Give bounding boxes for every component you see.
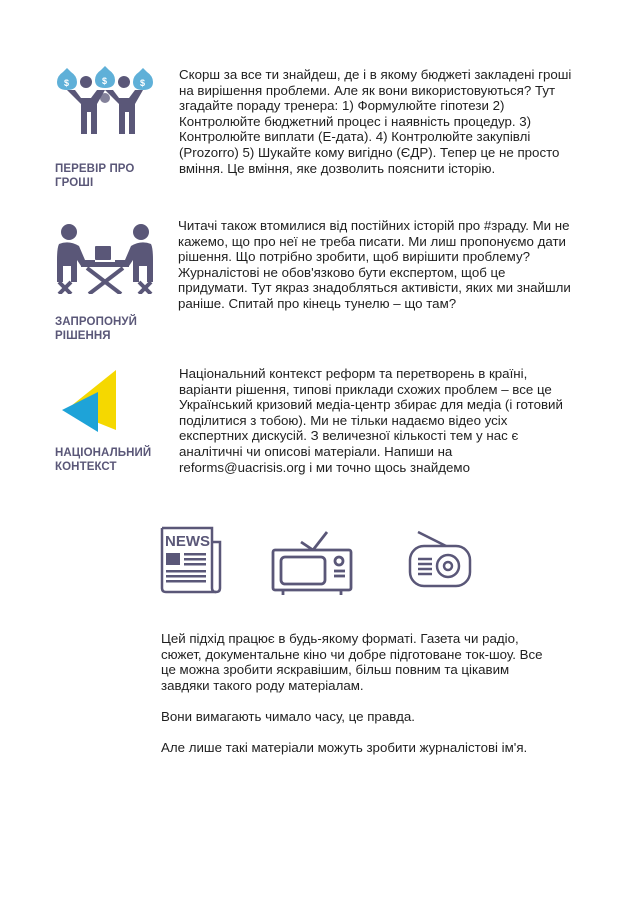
svg-text:$: $	[102, 76, 108, 86]
svg-text:$: $	[64, 78, 70, 88]
national-context-triangles-icon	[60, 370, 120, 439]
section-text: Читачі також втомилися від постійних історій про #зраду. Ми не кажемо, що про неї не треба писати. Ми лиш пропонуємо дати рішення. Що потрібно зробити, щоб вирішити проблему? Журналістові не обов'язково бути експертом, щоб це придумати. Тут якраз знадобляться активісти, яких ми знайшли раніше. Спитай про кінець тунелю – що там?	[178, 218, 571, 311]
closing-paragraph-2: Вони вимагають чимало часу, це правда.	[161, 709, 415, 724]
svg-text:$: $	[140, 78, 146, 88]
radio-icon	[408, 530, 472, 595]
closing-paragraph-1: Цей підхід працює в будь-якому форматі. Газета чи радіо, сюжет, документальне кіно чи добре підготоване ток-шоу. Все це можна зробити яскравішим, більш повним та цікавим завдяки такого роду матеріалам.	[161, 631, 543, 693]
money-people-icon	[55, 66, 159, 143]
closing-paragraph-3: Але лише такі матеріали можуть зробити журналістові ім'я.	[161, 740, 528, 755]
meeting-table-icon	[55, 222, 155, 299]
newspaper-icon	[160, 526, 224, 599]
svg-text:NEWS: NEWS	[165, 533, 210, 550]
tv-icon	[271, 528, 353, 601]
section-caption: НАЦІОНАЛЬНИЙ КОНТЕКСТ	[55, 447, 152, 473]
section-text: Скорш за все ти знайдеш, де і в якому бюджеті закладені гроші на вирішення проблеми. Але як вони використовуються? Тут згадайте пораду тренера: 1) Формулюйте гіпотези 2) Контролюйте бюджетний процес і наявність процедур. 3) Контролюйте виплати (Е-дата). 4) Контролюйте закупівлі (Prozorro) 5) Шукайте кому вигідно (ЄДР). Тепер це не просто вміння. Це вміння, яке дозволить пояснити історію.	[179, 67, 572, 176]
section-caption: ЗАПРОПОНУЙ РІШЕННЯ	[55, 316, 138, 342]
section-text: Національний контекст реформ та перетворень в країні, варіанти рішення, типові приклади схожих проблем – все це Український кризовий медіа-центр збирає для медіа (і готовий поділитися з тобою). Ми не тільки надаємо відео усіх експертних дискусій. З величезної кількості тем у нас є аналітичні чи описові матеріали. Напиши на reforms@uacrisis.org і ми точно щось знайдемо	[179, 366, 563, 475]
section-caption: ПЕРЕВІР ПРО ГРОШІ	[55, 163, 135, 189]
